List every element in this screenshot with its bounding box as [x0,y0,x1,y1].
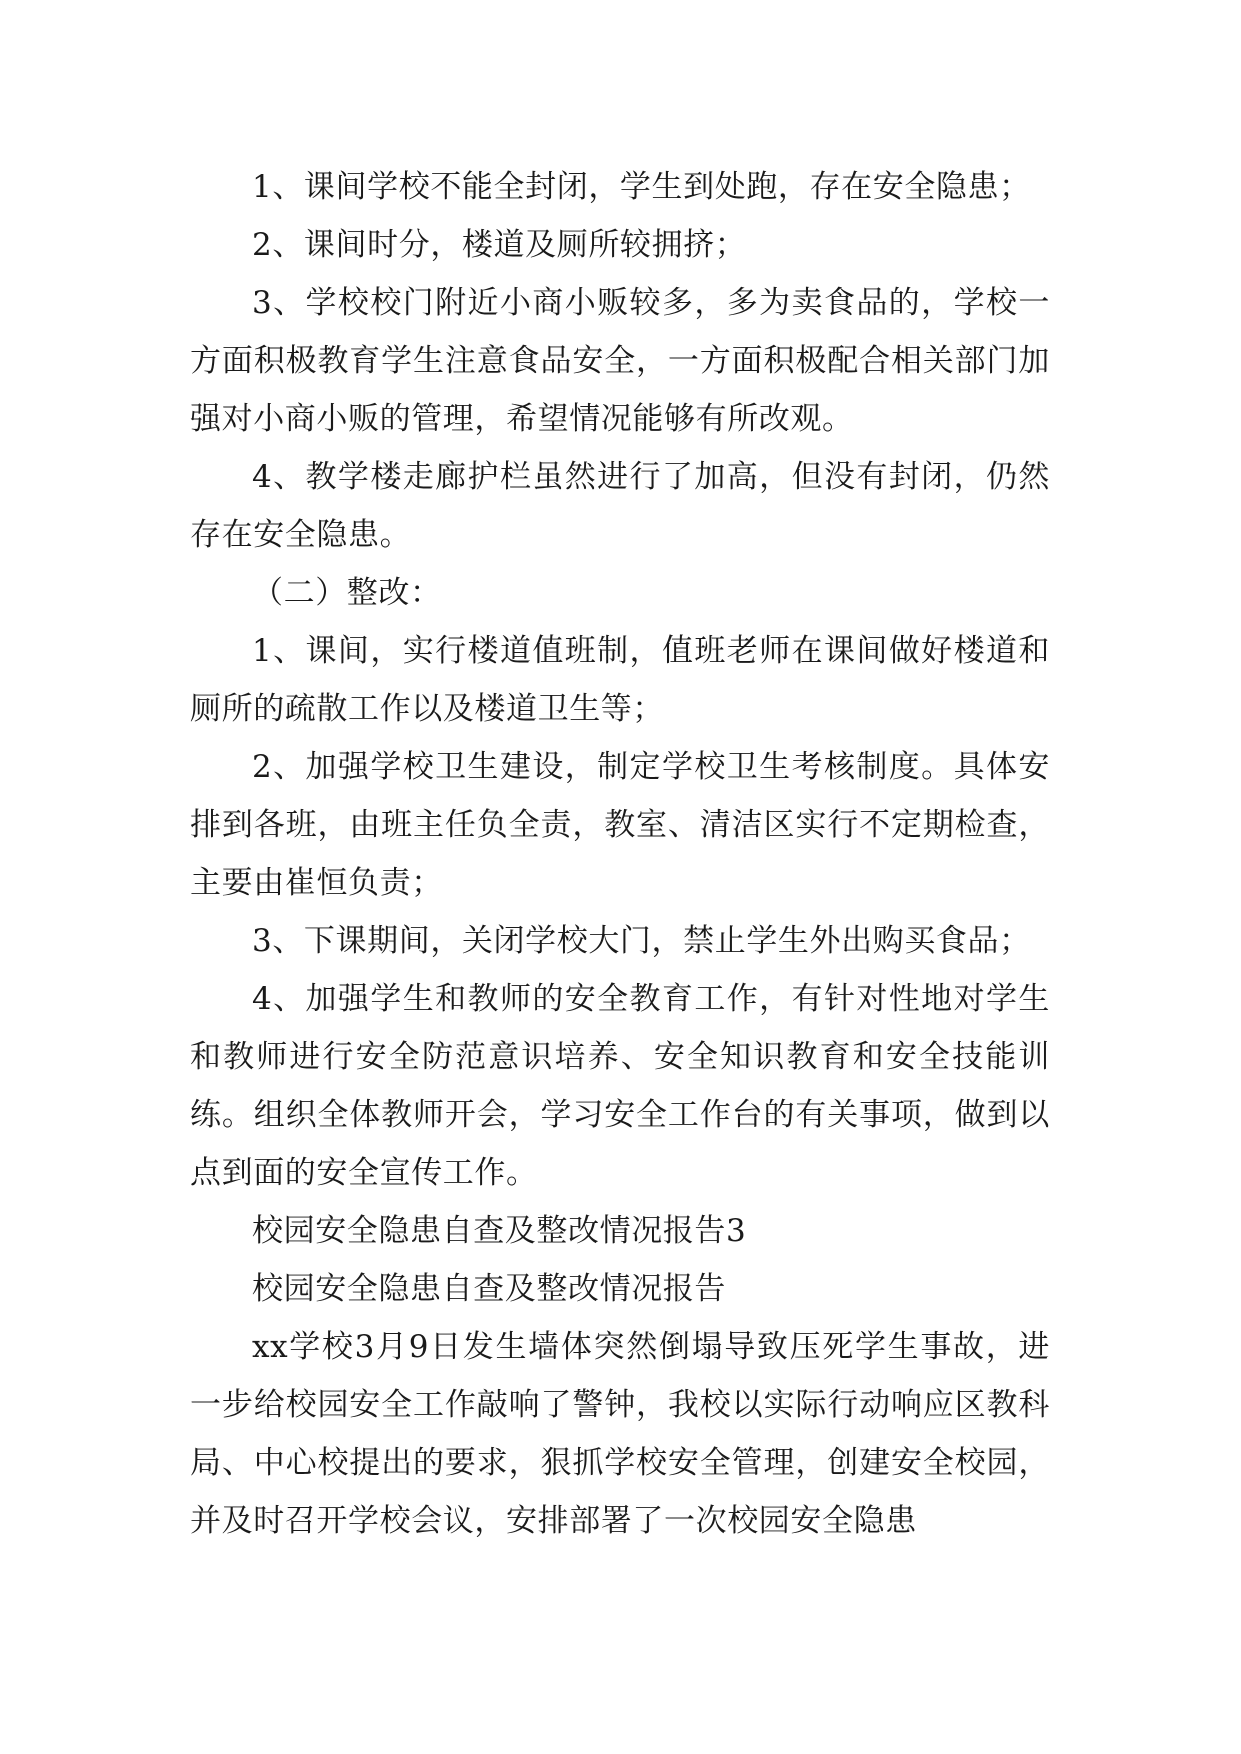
paragraph-fix-3: 3、下课期间，关闭学校大门，禁止学生外出购买食品； [252,923,1031,959]
paragraph-issue-4: 4、教学楼走廊护栏虽然进行了加高，但没有封闭，仍然存在安全隐患。 [190,459,1050,553]
section-heading-rectification: （二）整改： [252,575,442,611]
paragraph-issue-2: 2、课间时分，楼道及厕所较拥挤； [252,227,747,263]
paragraph-issue-3: 3、学校校门附近小商小贩较多，多为卖食品的，学校一方面积极教育学生注意食品安全，一方面积极配合相关部门加强对小商小贩的管理，希望情况能够有所改观。 [190,285,1050,437]
paragraph-report-intro: xx学校3月9日发生墙体突然倒塌导致压死学生事故，进一步给校园安全工作敲响了警钟，我校以实际行动响应区教科局、中心校提出的要求，狠抓学校安全管理，创建安全校园，并及时召开学校会议，安排部署了一次校园安全隐患 [190,1329,1050,1539]
paragraph-fix-1: 1、课间，实行楼道值班制，值班老师在课间做好楼道和厕所的疏散工作以及楼道卫生等； [190,633,1050,727]
paragraph-fix-2: 2、加强学校卫生建设，制定学校卫生考核制度。具体安排到各班，由班主任负全责，教室、清洁区实行不定期检查，主要由崔恒负责； [190,749,1050,901]
document-body [190,158,1050,1550]
paragraph-issue-1: 1、课间学校不能全封闭，学生到处跑，存在安全隐患； [252,169,1031,205]
report-title-3: 校园安全隐患自查及整改情况报告3 [252,1213,747,1249]
paragraph-fix-4: 4、加强学生和教师的安全教育工作，有针对性地对学生和教师进行安全防范意识培养、安全知识教育和安全技能训练。组织全体教师开会，学习安全工作台的有关事项，做到以点到面的安全宣传工作。 [190,981,1050,1191]
report-title: 校园安全隐患自查及整改情况报告 [252,1271,726,1307]
